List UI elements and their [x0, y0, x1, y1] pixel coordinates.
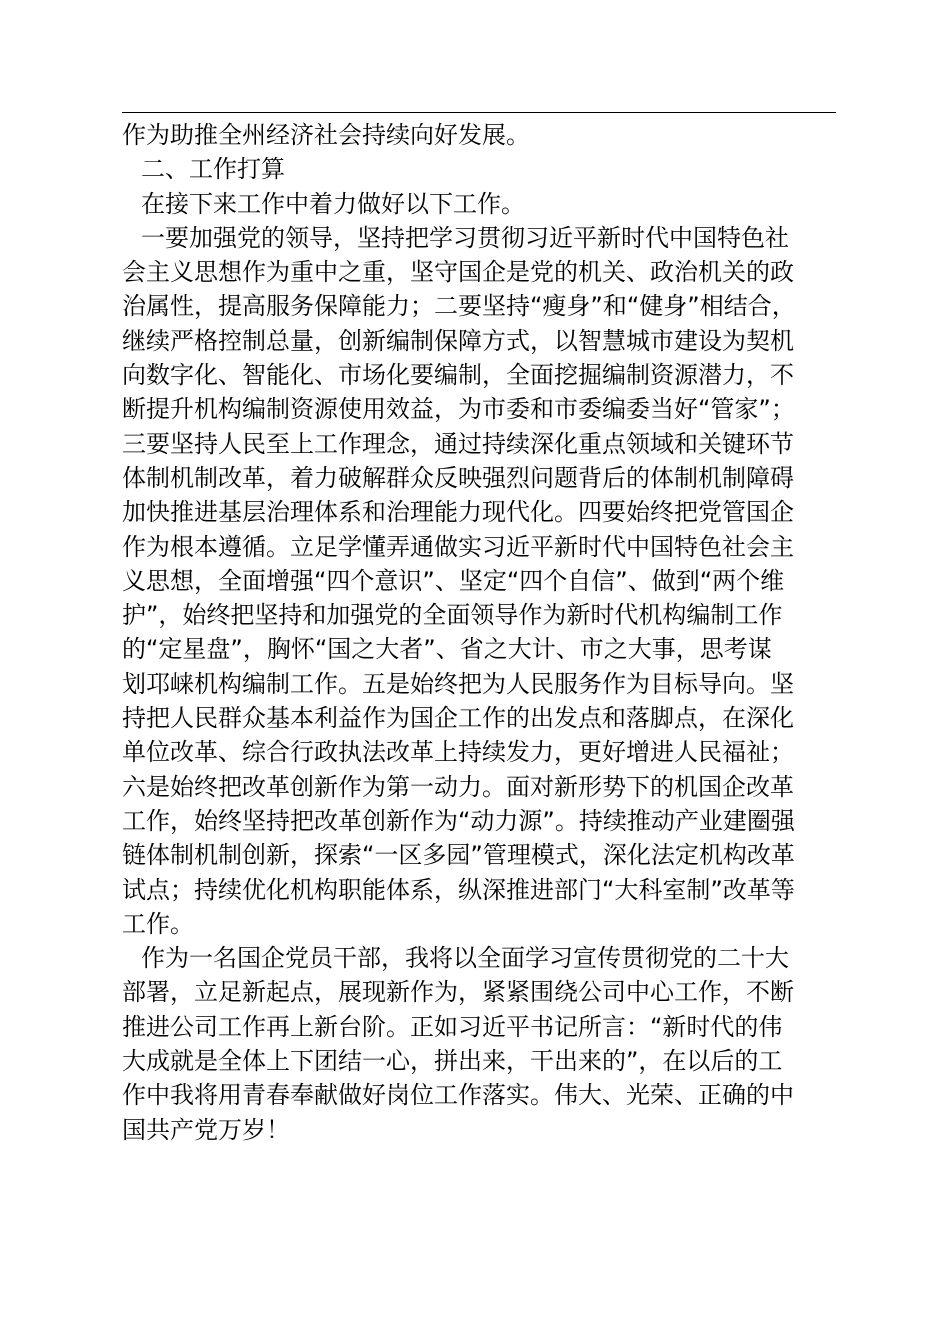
- header-rule: [122, 112, 836, 113]
- text-line: 作中我将用青春奉献做好岗位工作落实。伟大、光荣、正确的中: [122, 1081, 794, 1110]
- text-line: 二、工作打算: [141, 155, 285, 184]
- text-line: 工作，始终坚持把改革创新作为“动力源”。持续推动产业建圈强: [122, 806, 795, 835]
- document-body: [122, 118, 836, 1147]
- text-line: 治属性，提高服务保障能力；二要坚持“瘦身”和“健身”相结合，: [122, 292, 796, 321]
- text-line: 六是始终把改革创新作为第一动力。面对新形势下的机国企改革: [122, 772, 794, 801]
- text-line: 三要坚持人民至上工作理念，通过持续深化重点领域和关键环节: [122, 429, 794, 458]
- text-line: 大成就是全体上下团结一心，拼出来，干出来的”，在以后的工: [122, 1047, 783, 1076]
- text-line: 断提升机构编制资源使用效益，为市委和市委编委当好“管家”；: [122, 395, 795, 424]
- text-line: 作为助推全州经济社会持续向好发展。: [122, 121, 530, 149]
- text-line: 国共产党万岁！: [122, 1115, 290, 1144]
- text-line: 继续严格控制总量，创新编制保障方式，以智慧城市建设为契机: [122, 326, 794, 355]
- text-line: 单位改革、综合行政执法改革上持续发力，更好增进人民福祉；: [122, 738, 794, 767]
- text-line: 推进公司工作再上新台阶。正如习近平书记所言：“新时代的伟: [122, 1012, 783, 1041]
- text-line: 义思想，全面增强“四个意识”、坚定“四个自信”、做到“两个维: [122, 566, 785, 595]
- text-line: 一要加强党的领导，坚持把学习贯彻习近平新时代中国特色社: [141, 223, 789, 252]
- text-line: 作为根本遵循。立足学懂弄通做实习近平新时代中国特色社会主: [122, 532, 794, 561]
- text-line: 体制机制改革，着力破解群众反映强烈问题背后的体制机制障碍: [122, 463, 794, 492]
- text-line: 在接下来工作中着力做好以下工作。: [141, 189, 525, 218]
- text-line: 工作。: [122, 909, 194, 938]
- text-line: 会主义思想作为重中之重，坚守国企是党的机关、政治机关的政: [122, 258, 794, 287]
- text-line: 持把人民群众基本利益作为国企工作的出发点和落脚点，在深化: [122, 704, 794, 733]
- text-line: 向数字化、智能化、市场化要编制，全面挖掘编制资源潜力，不: [122, 361, 794, 390]
- text-line: 加快推进基层治理体系和治理能力现代化。四要始终把党管国企: [122, 498, 794, 527]
- text-line: 作为一名国企党员干部，我将以全面学习宣传贯彻党的二十大: [141, 944, 789, 973]
- text-line: 划邛崃机构编制工作。五是始终把为人民服务作为目标导向。坚: [122, 669, 794, 698]
- text-line: 部署，立足新起点，展现新作为，紧紧围绕公司中心工作，不断: [122, 978, 794, 1007]
- text-line: 试点；持续优化机构职能体系，纵深推进部门“大科室制”改革等: [122, 875, 795, 904]
- text-line: 链体制机制创新，探索“一区多园”管理模式，深化法定机构改革: [122, 841, 795, 870]
- text-line: 的“定星盘”，胸怀“国之大者”、省之大计、市之大事，思考谋: [122, 635, 772, 664]
- text-line: 护”，始终把坚持和加强党的全面领导作为新时代机构编制工作: [122, 601, 783, 630]
